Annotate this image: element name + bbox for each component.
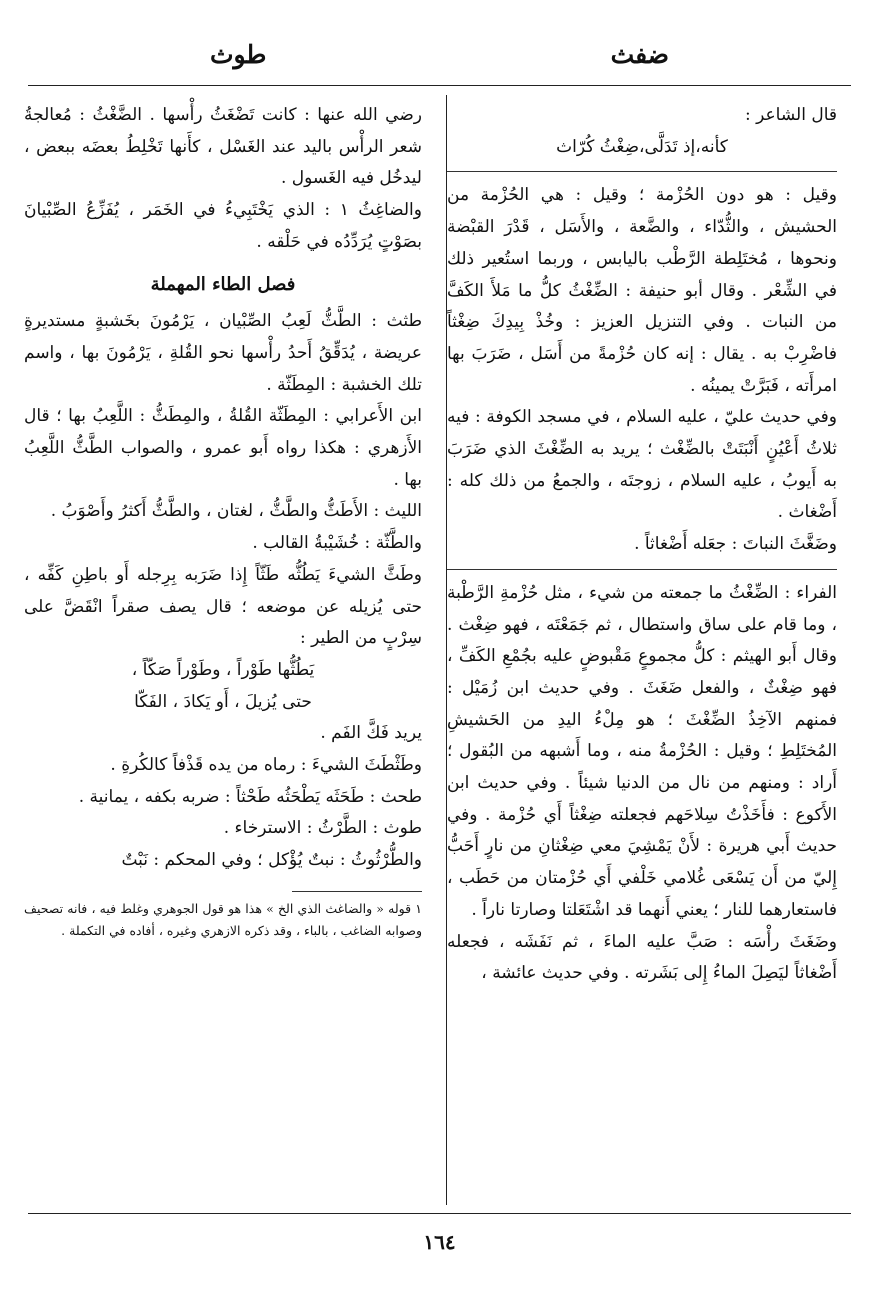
section-title: فصل الطاء المهملة [150,273,296,295]
entry-paragraph: الليث : الأَطَثُّ والطَّثُّ ، لغتان ، والطَّثُّ أَكثرُ وأَصْوَبُ . [50,501,422,522]
separator [447,171,837,172]
entry-paragraph: والطَّثّة : خُشَيْبةُ القالب . [252,533,422,554]
paragraph: رضي الله عنها : كانت تَضْغَثُ رأْسها . الضَّغْثُ : مُعالجةُ شعر الرأْس باليد عند الغَسْل ، كأَنها تَخْلِطُ بعضَه ببعض ، ليدخُل فيه الغَسول . [24,105,422,189]
left-column [24,100,422,942]
text-line: قال الشاعر : [745,105,837,125]
entry-paragraph: طثث : الطَّثُّ لَعِبُ الصِّبْيان ، يَرْمُونَ بخَشبةٍ مستديرةٍ عريضة ، يُدَقِّقُ أَحدُ رأْسها نحو القُلةِ ، يَرْمُونَ بها ، واسم تلك الخشبة : المِطَثّة . [24,311,422,395]
bottom-rule [28,1213,851,1214]
right-column [447,100,837,990]
page-number: ١٦٤ [423,1230,456,1254]
header-left-word: طوث [210,40,267,69]
top-rule [28,85,851,86]
entry-paragraph: طحث : طَحَثَه يَطْحَثُه طَحْثاً : ضربه بكفه ، يمانية . [78,786,422,807]
paragraph: وضَغَّثَ النباتَ : جعَله أَضْغاثاً . [634,534,837,555]
verse-line: كأنه،إذ تَدَلَّى،ضِغْثُ كُرّاث [556,136,728,157]
paragraph: وفي حديث عليّ ، عليه السلام ، في مسجد الكوفة : فيه ثلاثُ أَعْيُنٍ أَنْبَتَتْ بالضِّغْث ؛ يريد به الضِّغْثَ الذي ضَرَبَ به أَيوبُ ، عليه السلام ، زوجتَه ، والجمعُ من ذلك كله : أَضْغاث . [447,407,837,523]
paragraph: وضَغَثَ رأْسَه : صَبَّ عليه الماءَ ، ثم نَفَشَه ، فجعله أَضْغاثاً ليَصِلَ الماءُ إِلى بَشَرته . وفي حديث عائشة ، [447,931,837,984]
entry-paragraph: ابن الأَعرابي : المِطَثّة القُلةُ ، والمِطَثُّ : اللَّعِبُ بها ؛ قال الأَزهري : هكذا رواه أَبو عمرو ، والصواب الطَّثُّ اللَّعِبُ بها . [24,406,422,490]
paragraph: الفراء : الضِّغْثُ ما جمعته من شيء ، مثل حُزْمةِ الرَّطْبة ، وما قام على ساق واستطال ، ثم جَمَعْتَه ، فهو ضِغْث . وقال أَبو الهيثم : كلُّ مجموعٍ مَقْبوضٍ عليه بجُمْعِ الكَفِّ ، فهو ضِغْثٌ ، والفعل ضَغَثَ . وفي حديث ابن زُمَيْل : فمنهم الآخِذُ الضِّغْثَ ؛ هو مِلْءُ اليدِ من الحَشيشِ المُختَلِطِ ؛ وقيل : الحُزْمةُ منه ، وما أَشبهه من البُقول ؛ أَراد : ومنهم من نال من الدنيا شيئاً . وفي حديث ابن الأَكوع : فأَخَذْتُ سِلاحَهم فجعلته ضِغْثاً أَي حُزْمة . وفي حديث أَبي هريرة : لأَنْ يَمْشِيَ معي ضِغْثانِ من نارٍ أَحَبُّ إِليّ من أَن يَسْعَى غُلامي خَلْفي أَي حُزْمتان من حَطَب ، فاستعارهما للنار ؛ يعني أَنهما قد اشْتَعَلتا وصارتا ناراً . [447,582,837,920]
entry-paragraph: وطَثْطَثَ الشيءَ : رماه من يده قَذْفاً كالكُرةِ . [110,755,422,776]
entry-paragraph: وطَثَّ الشيءَ يَطُثُّه طَثّاً إِذا ضَرَبه بِرِجله أَو باطِنِ كَفِّه ، حتى يُزيله عن موضعه ؛ قال يصف صقراً انْقَضَّ على سِرْبٍ من الطير : [24,564,422,649]
separator [447,569,837,570]
verse-line: يَطُثُّها طَوْراً ، وطَوْراً صَكّاً ، [131,659,315,680]
entry-paragraph: والطُّرْثُوثُ : نبتٌ يُؤْكل ؛ وفي المحكم : نَبْتٌ [121,850,422,871]
verse-line: حتى يُزيلَ ، أَو يَكادَ ، الفَكّا [134,691,312,712]
header-right-word: ضفث [610,40,669,69]
footnote-rule [292,891,422,892]
paragraph: والضاغِثُ ١ : الذي يَخْتَبِيءُ في الخَمَر ، يُفَزِّعُ الصِّبْيانَ بصَوْتٍ يُرَدِّدُه في حَلْقه . [24,200,422,252]
entry-paragraph: يريد فَكَّ الفَم . [320,723,422,744]
paragraph: وقيل : هو دون الحُزْمة ؛ وقيل : هي الحُزْمة من الحشيش ، والثُّدّاء ، والضَّعة ، والأَسَل ، قَدْرَ القبْضة ونحوها ، مُختَلِطة الرَّطْب باليابس ، وربما استُعير ذلك في الشِّعْر . وقال أبو حنيفة : الضِّغْثُ كلُّ ما مَلأَ الكَفَّ من النبات . وفي التنزيل العزيز : وخُذْ بِيدِكَ ضِغْثاً فاضْرِبْ به . يقال : إنه كان حُزْمةً من أَسَل ، ضَرَبَ بها امرأَته ، فَبَرَّتْ يمينُه . [447,185,837,396]
entry-paragraph: طوث : الطَّرْثُ : الاسترخاء . [223,818,422,839]
footnote: ١ قوله « والضاغث الذي الخ » هذا هو قول الجوهري وغلط فيه ، فانه تصحيف وصوابه الضاغب ، بالباء ، وقد ذكره الازهري وغيره ، أفاده في التكملة . [24,900,422,938]
